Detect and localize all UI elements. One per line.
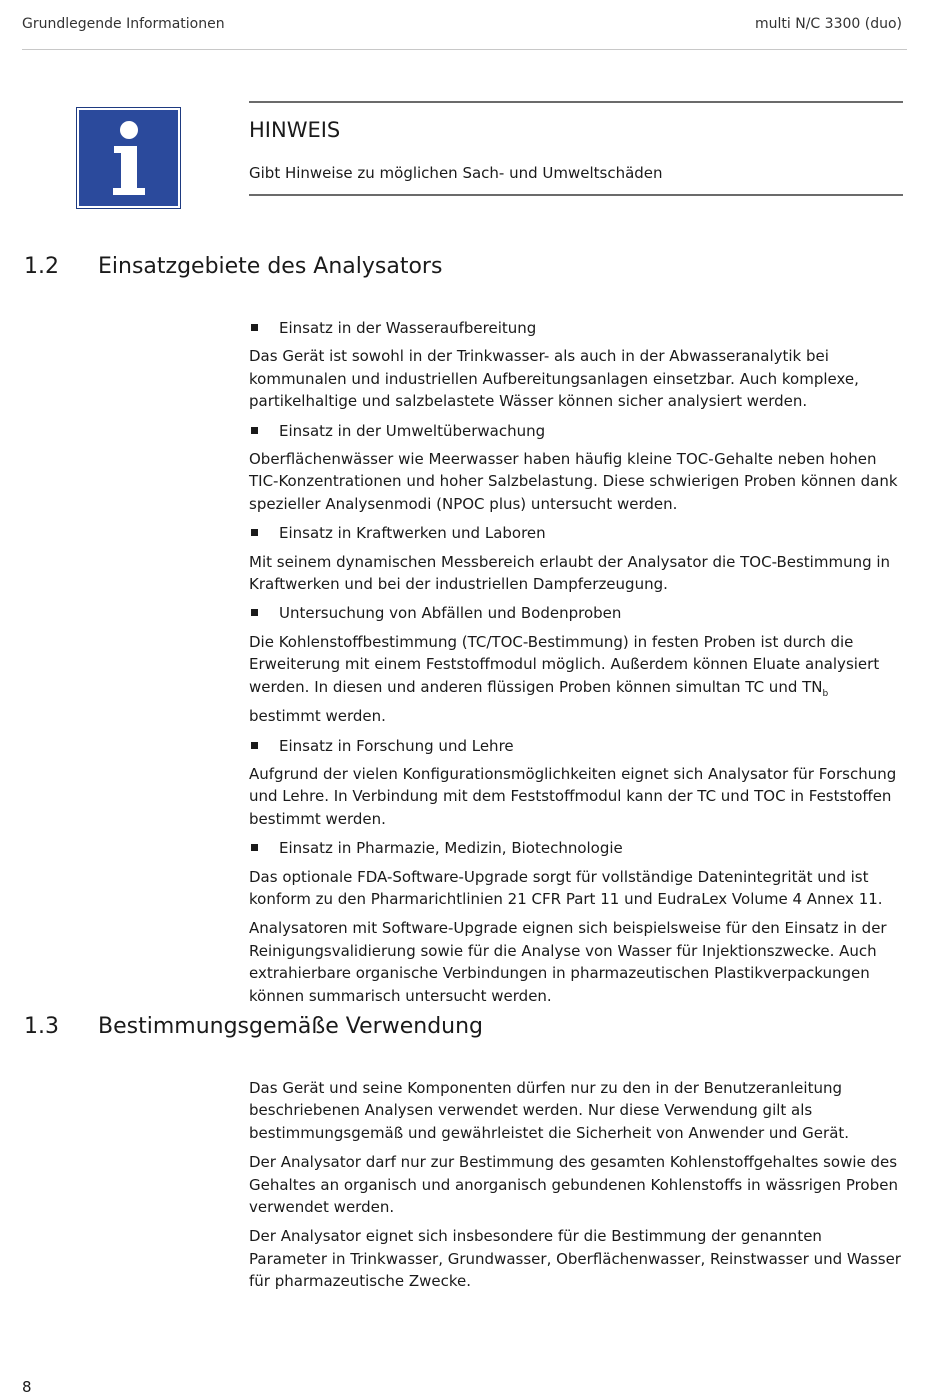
paragraph <box>249 631 904 728</box>
paragraph: Der Analysator eignet sich insbesondere für die Bestimmung der genannten Parameter in Trinkwasser, Grundwasser, Oberflächenwasser, Reinstwasser und Wasser für pharmazeutische Zwecke. <box>249 1227 901 1291</box>
section-body <box>249 1077 904 1300</box>
paragraph: Das Gerät ist sowohl in der Trinkwasser- als auch in der Abwasseranalytik bei kommunalen und industriellen Aufbereitungsanlagen einsetzbar. Auch komplexe, partikelhaltige und salzbelastete Wässer können sicher analysiert werden. <box>249 347 859 411</box>
list-item: Einsatz in Kraftwerken und Laboren <box>249 522 904 544</box>
section-body <box>249 317 904 1014</box>
section-title: Bestimmungsgemäße Verwendung <box>98 1014 484 1039</box>
info-icon <box>76 107 181 209</box>
section-title: Einsatzgebiete des Analysators <box>98 254 443 279</box>
paragraph: Mit seinem dynamischen Messbereich erlaubt der Analysator die TOC-Bestimmung in Kraftwerken und bei der industriellen Dampferzeugung. <box>249 552 891 594</box>
paragraph: Aufgrund der vielen Konfigurationsmöglichkeiten eignet sich Analysator für Forschung und Lehre. In Verbindung mit dem Feststoffmodul kann der TC und TOC in Feststoffen bestimmt werden. <box>249 764 897 828</box>
note-rule-bottom <box>249 194 903 196</box>
header-left-title: Grundlegende Informationen <box>22 16 225 32</box>
section-number: 1.2 <box>24 254 59 279</box>
list-item: Einsatz in Pharmazie, Medizin, Biotechnologie <box>249 837 904 859</box>
list-item: Einsatz in der Umweltüberwachung <box>249 420 904 442</box>
header-divider <box>22 49 907 50</box>
paragraph-text: Die Kohlenstoffbestimmung (TC/TOC-Bestimmung) in festen Proben ist durch die Erweiterung mit einem Feststoffmodul möglich. Außerdem können Eluate analysiert werden. In diesen und anderen flüssigen Proben können simultan TC und TN <box>249 632 880 696</box>
subscript: b <box>822 688 829 699</box>
paragraph: Oberflächenwässer wie Meerwasser haben häufig kleine TOC-Gehalte neben hohen TIC-Konzentrationen und hoher Salzbelastung. Diese schwierigen Proben können dank spezieller Analysenmodi (NPOC plus) untersucht werden. <box>249 450 898 513</box>
paragraph: Analysatoren mit Software-Upgrade eignen sich beispielsweise für den Einsatz in der Reinigungsvalidierung sowie für die Analyse von Wasser für Injektionszwecke. Auch extrahierbare organische Verbindungen in pharmazeutischen Plastikverpackungen können summarisch untersucht werden. <box>249 919 887 1005</box>
paragraph: Der Analysator darf nur zur Bestimmung des gesamten Kohlenstoffgehaltes sowie des Gehaltes an organisch und anorganisch gebundenen Kohlenstoffs in wässrigen Proben verwendet werden. <box>249 1153 898 1217</box>
header-right-title: multi N/C 3300 (duo) <box>755 16 902 32</box>
list-item: Einsatz in der Wasseraufbereitung <box>249 317 904 339</box>
page-number: 8 <box>22 1378 32 1396</box>
note-title: HINWEIS <box>249 118 341 142</box>
list-item: Untersuchung von Abfällen und Bodenproben <box>249 602 904 624</box>
paragraph: Das Gerät und seine Komponenten dürfen nur zu den in der Benutzeranleitung beschriebenen Analysen verwendet werden. Nur diese Verwendung gilt als bestimmungsgemäß und gewährleistet die Sicherheit von Anwender und Gerät. <box>249 1079 850 1142</box>
paragraph-text: bestimmt werden. <box>249 707 386 726</box>
list-item: Einsatz in Forschung und Lehre <box>249 735 904 757</box>
paragraph: Das optionale FDA-Software-Upgrade sorgt für vollständige Datenintegrität und ist konform zu den Pharmarichtlinien 21 CFR Part 11 und EudraLex Volume 4 Annex 11. <box>249 867 883 908</box>
section-number: 1.3 <box>24 1014 59 1039</box>
note-text: Gibt Hinweise zu möglichen Sach- und Umweltschäden <box>249 164 663 182</box>
note-rule-top <box>249 101 903 103</box>
